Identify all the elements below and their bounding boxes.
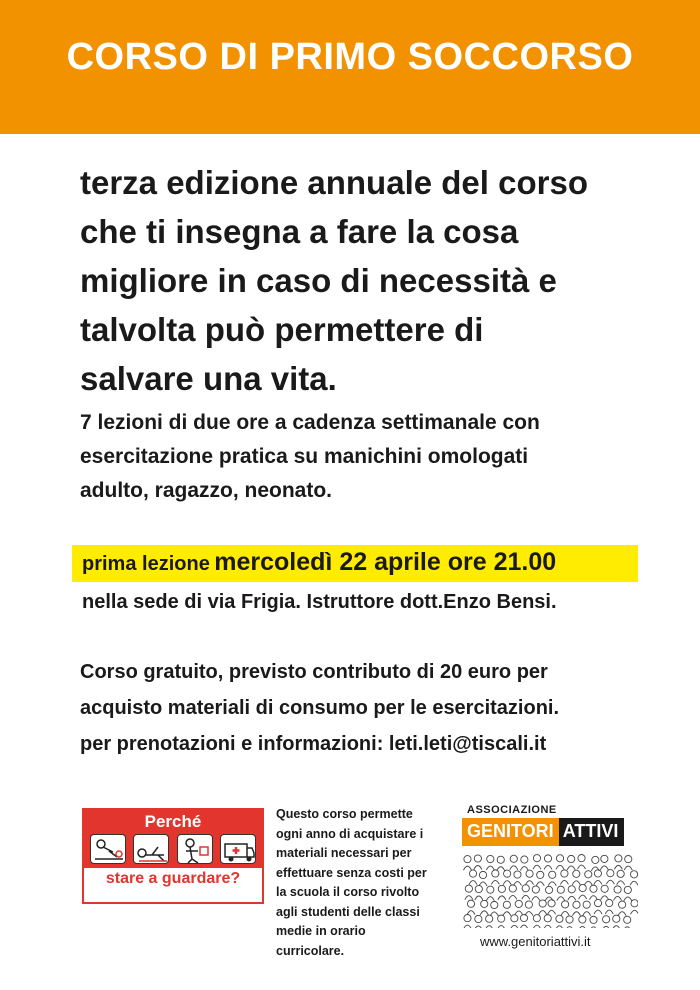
info-text [80,654,690,762]
lead-line: migliore in caso di necessità e [80,262,557,299]
association-name-part2: ATTIVI [559,818,625,846]
blurb-line: ogni anno di acquistare i [276,826,424,841]
association-logo [462,818,624,846]
ambulance-icon [220,834,256,864]
blurb-line: agli studenti delle classi [276,904,420,919]
blurb-line: la scuola il corso rivolto [276,885,420,899]
details-line: 7 lezioni di due ore a cadenza settimanale con [80,411,540,434]
perche-subtitle: stare a guardare? [105,870,241,887]
info-line: acquisto materiali di consumo per le esercitazioni. [80,697,560,719]
blurb-line: effettuare senza costi per [276,865,427,880]
blurb-line: Questo corso permette [276,807,413,821]
perche-title: Perché [144,812,202,831]
lead-line: talvolta può permettere di [80,311,484,348]
lead-line: che ti insegna a fare la cosa [80,213,519,250]
lead-line: salvare una vita. [80,360,337,397]
first-lesson-date: mercoledì 22 aprile ore 21.00 [214,548,557,576]
bandage-icon [177,834,213,864]
details-line: adulto, ragazzo, neonato. [80,479,333,502]
first-lesson-label: prima lezione [82,553,210,575]
course-blurb [276,805,456,961]
perche-icons [90,834,256,866]
association-label: ASSOCIAZIONE [467,804,557,816]
lead-text [80,158,680,403]
recovery-position-icon [133,834,169,864]
lead-line: terza edizione annuale del corso [80,164,588,201]
venue-text: nella sede di via Frigia. Istruttore dott.Enzo Bensi. [82,591,557,613]
first-lesson [82,548,556,577]
blurb-line: materiali necessari per [276,846,412,860]
crowd-illustration [460,850,638,928]
blurb-line: curricolare. [276,943,345,958]
perche-logo [82,808,264,904]
page-title: CORSO DI PRIMO SOCCORSO [66,35,634,78]
course-details [80,406,680,508]
website-link[interactable]: www.genitoriattivi.it [480,934,591,949]
info-line: Corso gratuito, previsto contributo di 20 euro per [80,661,548,683]
association-name-part1: GENITORI [462,818,559,846]
blurb-line: medie in orario [276,924,366,938]
details-line: esercitazione pratica su manichini omologati [80,445,529,468]
header-banner [0,0,700,134]
cpr-icon [90,834,126,864]
info-line: per prenotazioni e informazioni: leti.leti@tiscali.it [80,733,547,755]
